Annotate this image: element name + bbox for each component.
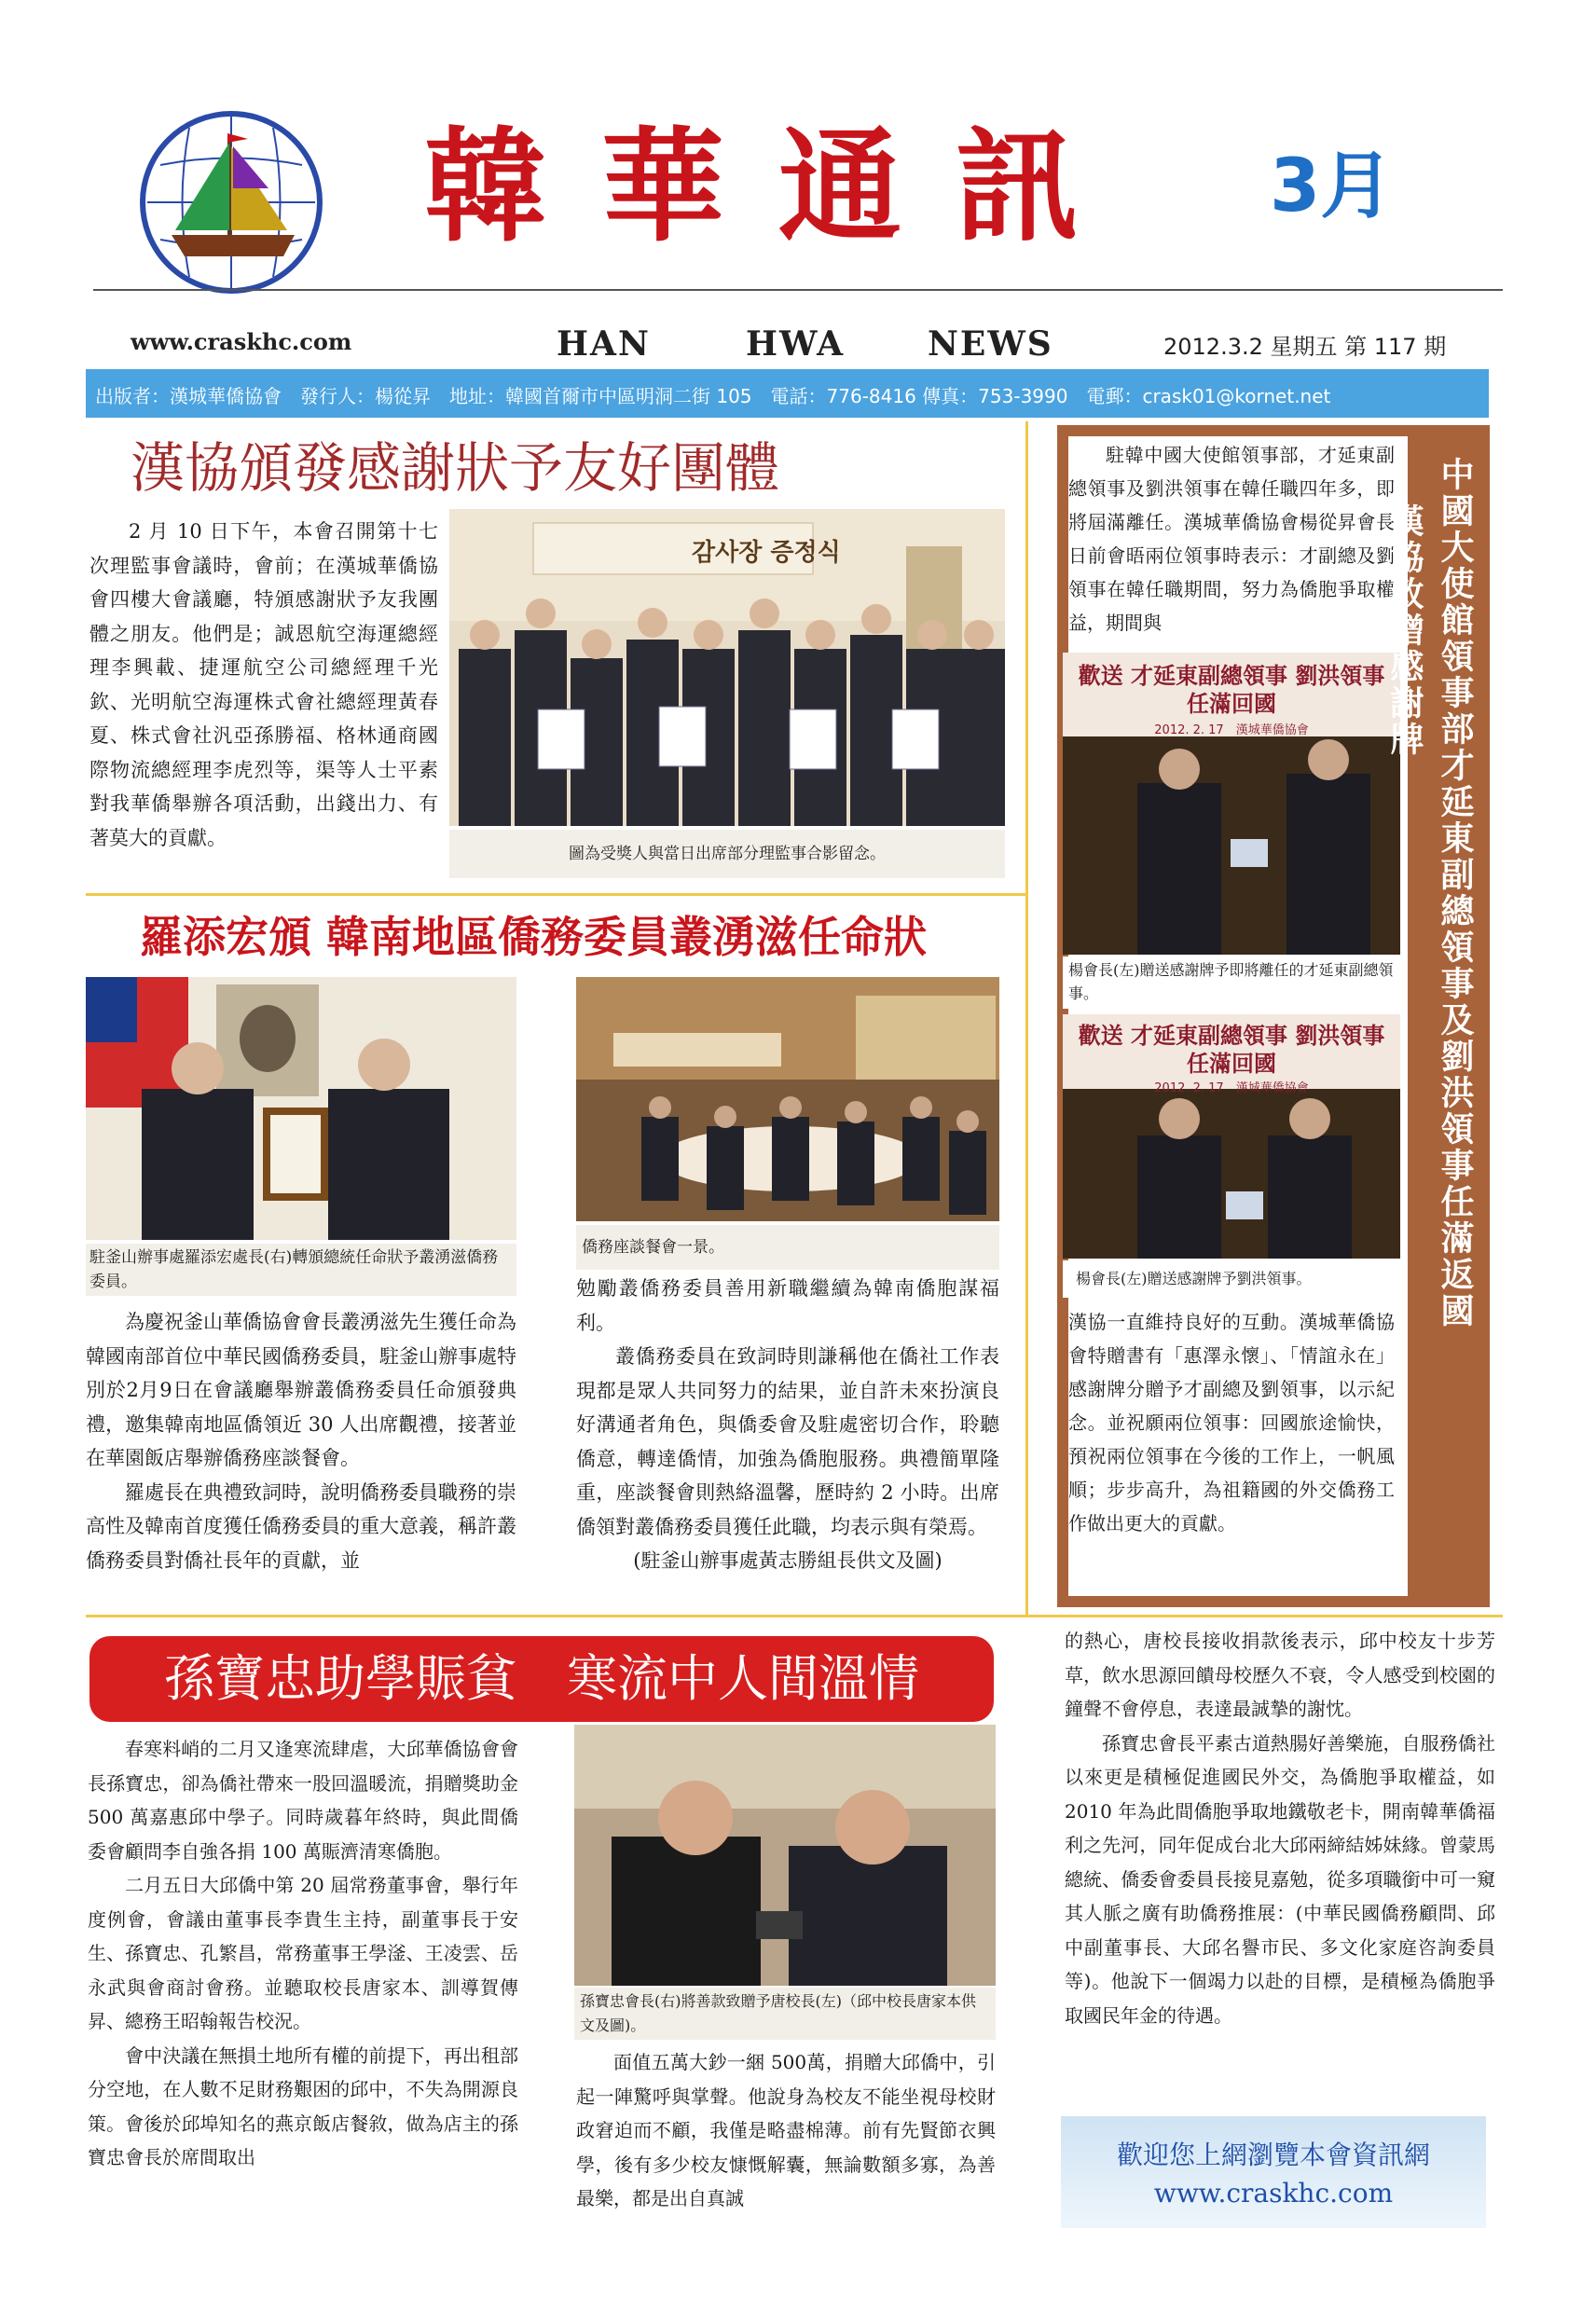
sidebar-intro: 駐韓中國大使館領事部，才延東副總領事及劉洪領事在韓任職四年多，即將屆滿離任。漢城華僑協會楊從昇會長日前會晤兩位領事時表示：才副總及劉領事在韓任職期間，努力為僑胞爭取權益，期間與 [1068,444,1395,634]
farewell-banner-1: 歡送 才延東副總領事 劉洪領事 任滿回國 [1078,662,1385,717]
caption-farewell-2: 楊會長(左)贈送感謝牌予劉洪領事。 [1063,1260,1400,1298]
website-promo-text: 歡迎您上網瀏覽本會資訊網 [1116,2140,1430,2170]
masthead-divider [93,289,1503,291]
caption-award-group: 圖為受獎人與當日出席部分理監事合影留念。 [449,830,1005,878]
issue-month: 3月 [1270,144,1394,228]
sidebar-body: 漢協一直維持良好的互動。漢城華僑協會特贈書有「惠澤永懷」、「情誼永在」感謝牌分贈予才副總及劉領事，以示紀念。並祝願兩位領事：回國旅途愉快，預祝兩位領事在今後的工作上，一帆風順；步步高升，為祖籍國的外交僑務工作做出更大的貢獻。 [1068,1311,1395,1534]
photo-banner-korean: 감사장 증정식 [692,539,841,567]
photo-farewell-2 [1063,1014,1400,1259]
photo-banquet [576,977,999,1221]
sidebar-title-line-2: 漢協致贈感謝牌 [1385,503,1424,758]
sidebar-vertical-title [1385,457,1480,1594]
english-title-news: NEWS [928,324,1053,364]
article-2-credit: (駐釜山辦事處黃志勝組長供文及圖) [633,1549,942,1572]
publisher-bar [86,369,1489,418]
association-logo [138,109,324,296]
website-promo-box[interactable] [1061,2116,1486,2228]
article-3-body-right: 的熱心，唐校長接收捐款後表示，邱中校友十步芳草，飲水思源回饋母校歷久不衰，令人感受到校園的鐘聲不會停息，表達最誠摯的謝忱。 孫寶忠會長平素古道熱腸好善樂施，自服務僑社以來更是積極促進國民外交，為僑胞爭取權益，如 2010 年為此間僑胞爭取地鐵敬老卡，開南韓華僑福利之先河，同年促成台北大邱兩締結姊妹緣。曾蒙馬總統、僑委會委員長接見嘉勉，從多項職銜中可一窺其人脈之廣有助僑務推展：(中華民國僑務顧問、邱中副董事長、大邱名譽市民、多文化家庭咨詢委員等)。他說下一個竭力以赴的目標，是積極為僑胞爭取國民年金的待遇。 [1065,1630,1495,2027]
farewell-banner-date-1: 2012. 2. 17 漢城華僑協會 [1154,723,1309,737]
sidebar-title-line-1: 中國大使館領事部才延東副總領事及劉洪領事任滿返國 [1436,457,1475,1329]
article-1-body: 2 月 10 日下午，本會召開第十七次理監事會議時，會前；在漢城華僑協會四樓大會議廳，特頒感謝狀予友我團體之朋友。他們是；誠恩航空海運總經理李興載、捷運航空公司總經理千光欽、光明航空海運株式會社總經理黃春夏、株式會社汎亞孫勝福、格林通商國際物流總經理李虎烈等，渠等人士平素對我華僑舉辦各項活動，出錢出力、有著莫大的貢獻。 [89,520,438,849]
issue-info: 2012.3.2 星期五 第 117 期 [1163,334,1447,360]
photo-farewell-1 [1063,653,1400,955]
website-promo-url[interactable]: www.craskhc.com [1153,2178,1394,2209]
article-3-body-left: 春寒料峭的二月又逢寒流肆虐，大邱華僑協會會長孫寶忠，卻為僑社帶來一股回溫暖流，捐贈獎助金 500 萬嘉惠邱中學子。同時歲暮年終時，與此間僑委會顧問李自強各捐 100 萬賑濟清寒僑胞。 二月五日大邱僑中第 20 屆常務董事會，舉行年度例會，會議由董事長李貴生主持，副董事長于安生、孫寶忠、孔繁昌，常務董事王學滏、王凌雲、岳永武與會商討會務。並聽取校長唐家本、訓導賀傳昇、總務王昭翰報告校況。 會中決議在無損土地所有權的前提下，再出租部分空地，在人數不足財務艱困的邱中，不失為開源良策。會後於邱埠知名的燕京飯店餐敘，做為店主的孫寶忠會長於席間取出 [88,1738,518,2168]
section-divider [86,893,1025,896]
article-2-body-left: 為慶祝釜山華僑協會會長叢湧滋先生獲任命為韓國南部首位中華民國僑務委員，駐釜山辦事處特別於2月9日在會議廳舉辦叢僑務委員任命頒發典禮，邀集韓南地區僑領近 30 人出席觀禮，接著並在華園飯店舉辦僑務座談餐會。 羅處長在典禮致詞時，說明僑務委員職務的崇高性及韓南首度獲任僑務委員的重大意義，稱許叢僑務委員對僑社長年的貢獻，並 [86,1311,516,1572]
photo-award-group [449,509,1005,826]
article-2-body-right: 勉勵叢僑務委員善用新職繼續為韓南僑胞謀福利。 叢僑務委員在致詞時則謙稱他在僑社工作表現都是眾人共同努力的結果，並自許未來扮演良好溝通者角色，與僑委會及駐處密切合作，聆聽僑意，轉達僑情，加強為僑胞服務。典禮簡單隆重，座談餐會則熱絡溫馨，歷時約 2 小時。出席僑領對叢僑務委員獲任此職，均表示與有榮焉。 (駐釜山辦事處黃志勝組長供文及圖) [576,1272,999,1578]
section-divider [86,1615,1503,1617]
newspaper-title: 韓 華 通 訊 [424,115,1084,259]
farewell-banner-2: 歡送 才延東副總領事 劉洪領事 任滿回國 [1078,1022,1385,1077]
column-divider [1025,421,1028,1617]
website-link[interactable]: www.craskhc.com [131,328,352,355]
farewell-banner-date-2: 2012. 2. 17 漢城華僑協會 [1154,1081,1309,1095]
caption-banquet: 僑務座談餐會一景。 [576,1225,999,1270]
headline-article-1: 漢協頒發感謝狀予友好團體 [131,436,780,500]
headline-banner-article-3 [89,1636,994,1722]
publisher-info: 出版者：漢城華僑協會 發行人：楊從昇 地址：韓國首爾市中區明洞二街 105 電話：776-8416 傳真：753-3990 電郵：crask01@kornet.net [95,385,1331,407]
headline-article-2: 羅添宏頒 韓南地區僑務委員叢湧滋任命狀 [140,912,928,962]
photo-donation [574,1725,996,1986]
photo-appointment [86,977,516,1240]
masthead [93,89,1492,289]
english-title-han: HAN [557,324,651,364]
caption-donation: 孫寶忠會長(右)將善款致贈予唐校長(左)（邱中校長唐家本供文及圖)。 [574,1988,996,2040]
article-3-body-mid: 面值五萬大鈔一綑 500萬，捐贈大邱僑中，引起一陣驚呼與掌聲。他說身為校友不能坐視母校財政窘迫而不顧，我僅是略盡棉薄。前有先賢節衣興學，後有多少校友慷慨解囊，無論數額多寡，為善最樂，都是出自真誠 [576,2051,996,2209]
headline-article-3: 孫寶忠助學賑貧 寒流中人間溫情 [164,1649,919,1708]
caption-appointment: 駐釜山辦事處羅添宏處長(右)轉頒總統任命狀予叢湧滋僑務委員。 [86,1244,516,1296]
english-title-hwa: HWA [746,324,846,364]
caption-farewell-1: 楊會長(左)贈送感謝牌予即將離任的才延東副總領事。 [1063,956,1400,1009]
